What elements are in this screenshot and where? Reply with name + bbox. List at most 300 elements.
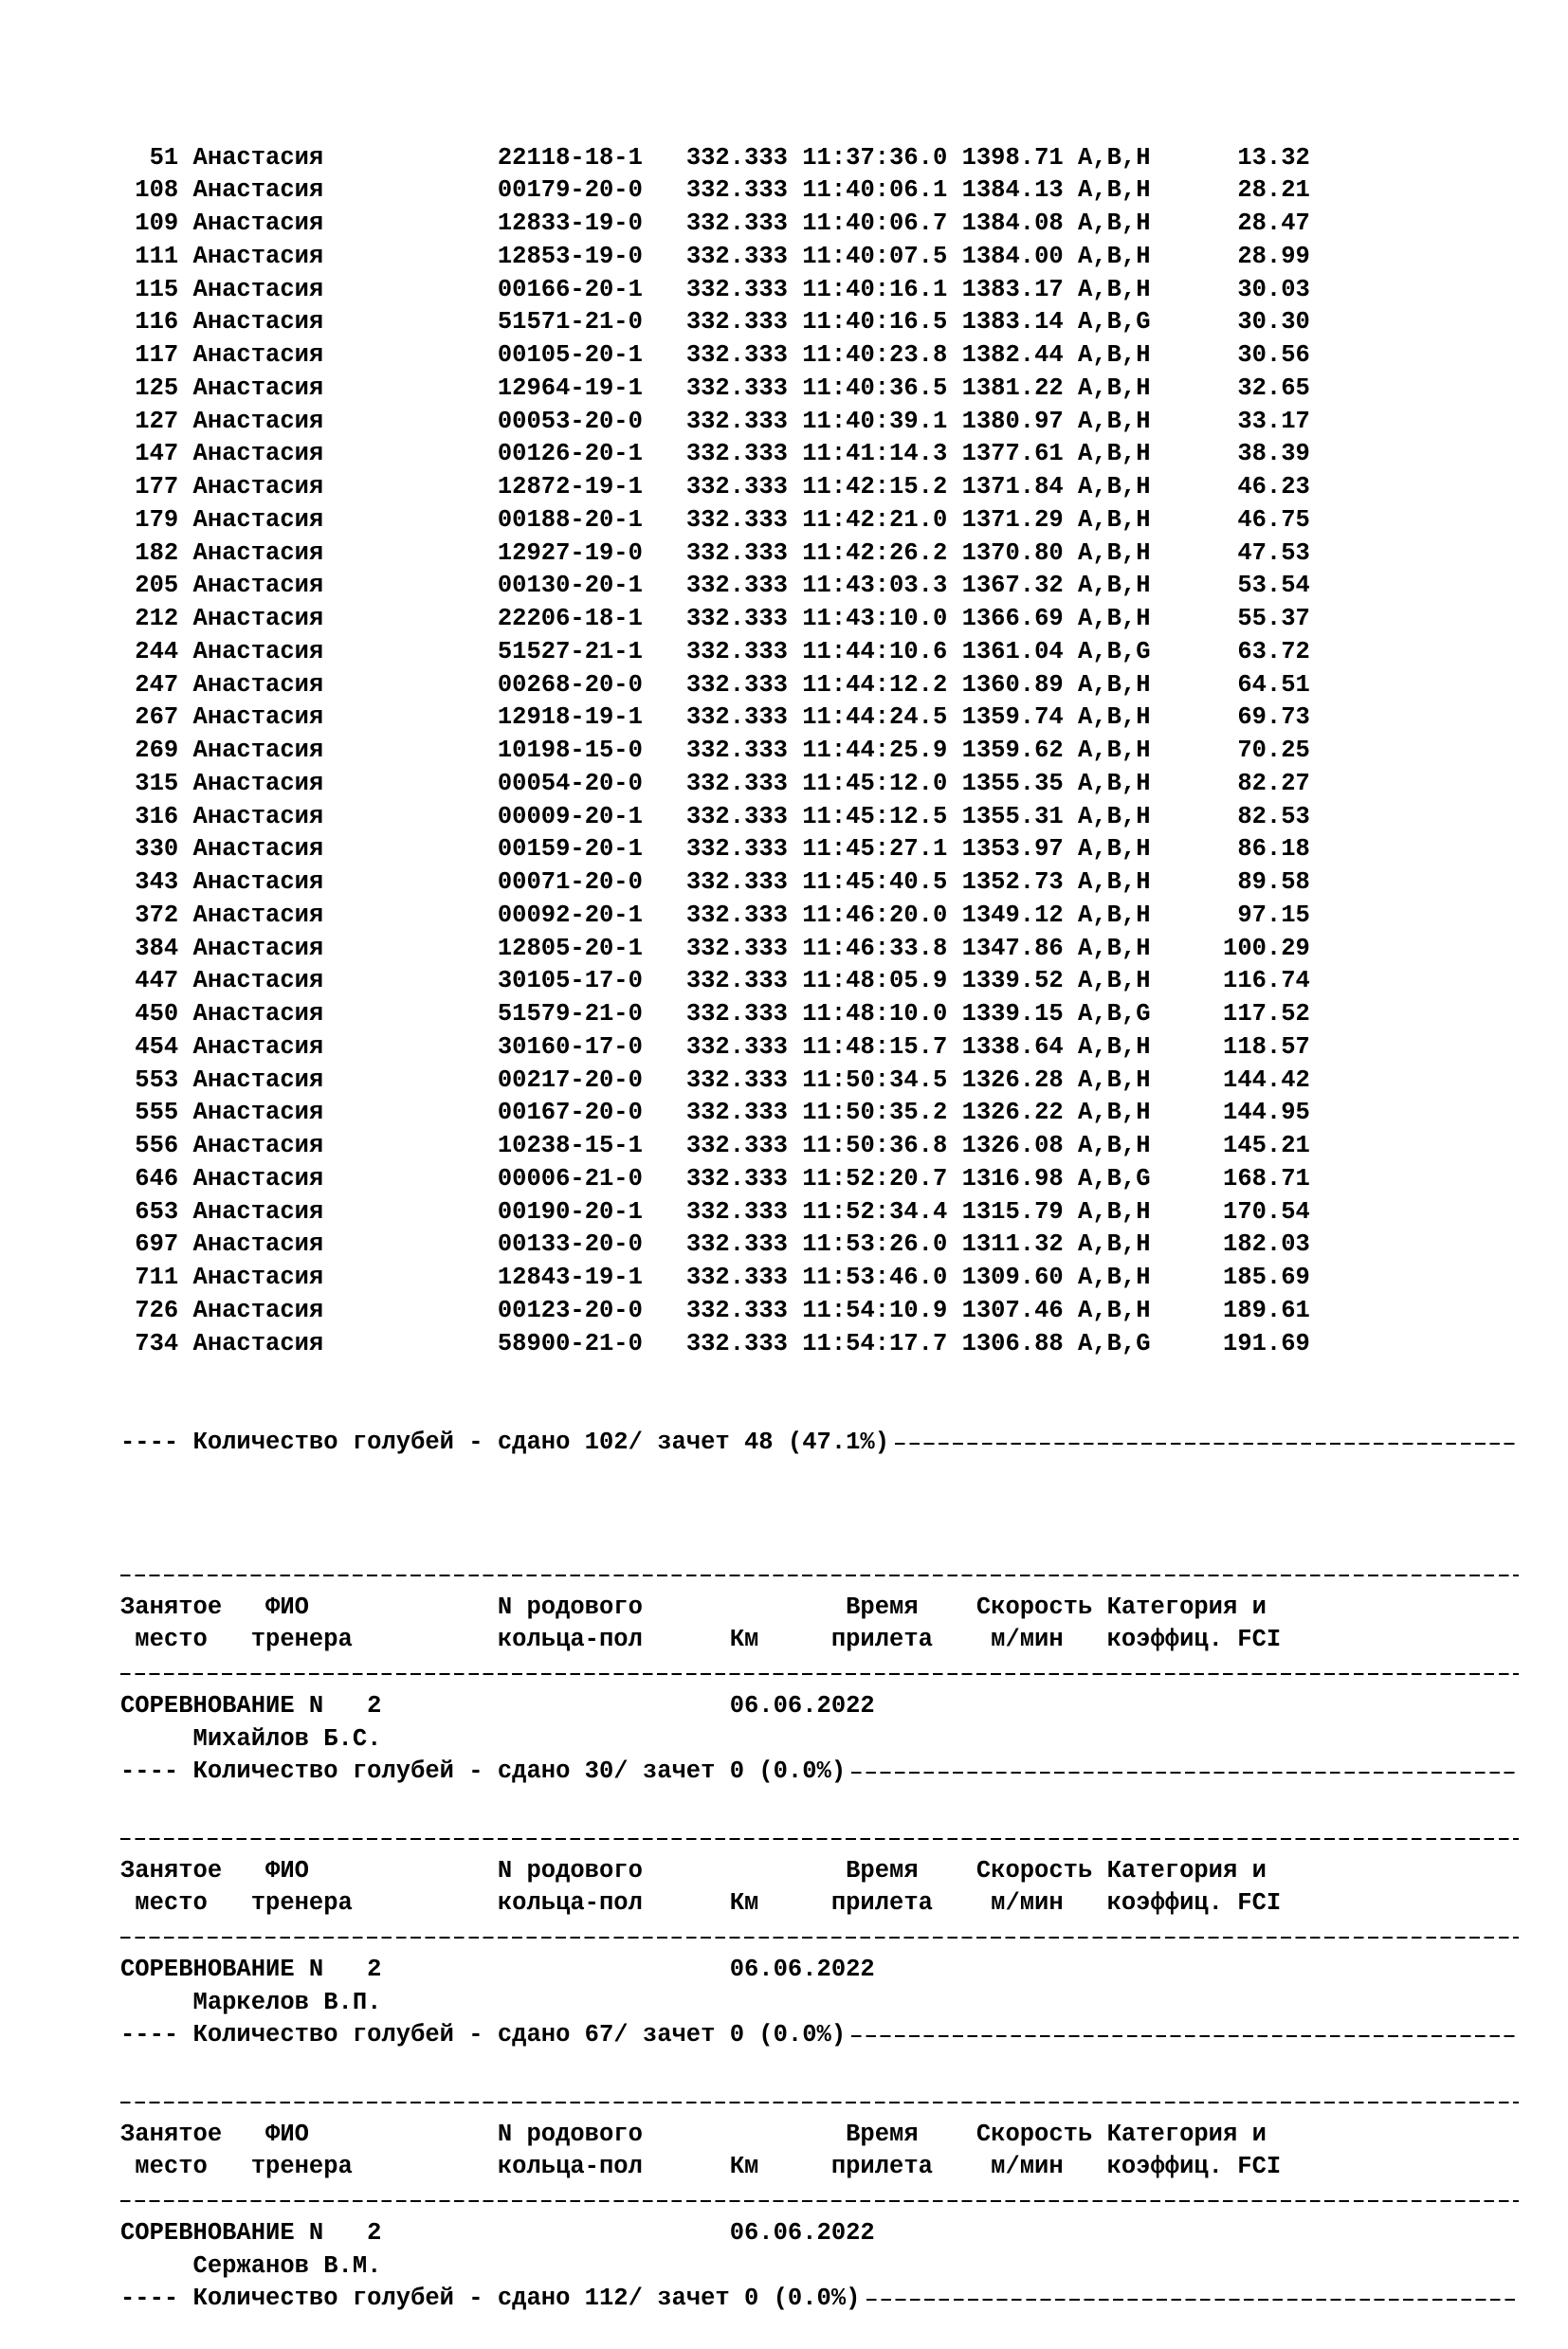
arrival-time-cell: 11:48:05.9	[802, 967, 962, 995]
competition-section	[120, 2052, 1552, 2316]
ring-number-cell: 12927-19-0	[497, 538, 686, 567]
table-row	[120, 1163, 1552, 1196]
section-summary-dashes	[851, 1772, 1519, 1774]
category-cell: A,B,H	[1077, 769, 1151, 797]
place-cell: 697	[120, 1230, 193, 1259]
coefficient-cell: 46.23	[1150, 473, 1310, 501]
trainer-name: Маркелов В.П.	[120, 1988, 382, 2016]
distance-cell: 332.333	[685, 373, 803, 402]
coefficient-cell: 100.29	[1150, 934, 1310, 962]
category-cell: A,B,H	[1077, 1065, 1151, 1094]
trainer-name-cell: Анастасия	[192, 1329, 498, 1357]
category-cell: A,B,H	[1077, 835, 1151, 864]
trainer-name-cell: Анастасия	[192, 176, 498, 205]
category-cell: A,B,H	[1077, 868, 1151, 896]
header-bottom-separator	[120, 1657, 1552, 1690]
arrival-time-cell: 11:40:16.5	[802, 308, 962, 337]
category-cell: A,B,H	[1077, 440, 1151, 468]
table-row	[120, 701, 1552, 735]
header-top-separator-rule	[120, 1575, 1519, 1576]
coefficient-cell: 144.95	[1150, 1099, 1310, 1127]
table-row	[120, 570, 1552, 603]
distance-cell: 332.333	[685, 407, 803, 435]
place-cell: 115	[120, 275, 193, 303]
category-cell: A,B,H	[1077, 1132, 1151, 1159]
speed-cell: 1306.88	[961, 1329, 1078, 1357]
coefficient-cell: 82.53	[1150, 802, 1310, 830]
table-row	[120, 1262, 1552, 1295]
table-header-row-1: Занятое ФИО N родового Время Скорость Категория и	[120, 1856, 1267, 1885]
ring-number-cell: 00054-20-0	[497, 769, 686, 797]
club-summary-dashes	[895, 1443, 1519, 1445]
table-row	[120, 1328, 1552, 1361]
trainer-name-cell: Анастасия	[192, 802, 498, 830]
category-cell: A,B,H	[1077, 1230, 1151, 1259]
arrival-time-cell: 11:52:20.7	[802, 1164, 962, 1193]
speed-cell: 1355.31	[961, 802, 1078, 830]
place-cell: 109	[120, 209, 193, 237]
category-cell: A,B,H	[1077, 1099, 1151, 1127]
table-row	[120, 241, 1552, 274]
speed-cell: 1307.46	[961, 1296, 1078, 1324]
ring-number-cell: 12872-19-1	[497, 473, 686, 501]
arrival-time-cell: 11:41:14.3	[802, 440, 962, 468]
table-row	[120, 1130, 1552, 1163]
section-summary-text: ---- Количество голубей - сдано 30/ зачет 0 (0.0%)	[120, 1757, 847, 1786]
category-cell: A,B,H	[1077, 967, 1151, 995]
distance-cell: 332.333	[685, 967, 803, 995]
distance-cell: 332.333	[685, 505, 803, 534]
trainer-name-cell: Анастасия	[192, 538, 498, 567]
table-row	[120, 833, 1552, 866]
category-cell: A,B,H	[1077, 1197, 1151, 1226]
table-header-row-1: Занятое ФИО N родового Время Скорость Категория и	[120, 1593, 1267, 1621]
table-row	[120, 900, 1552, 933]
arrival-time-cell: 11:45:27.1	[802, 835, 962, 864]
table-row	[120, 768, 1552, 801]
header-top-separator-rule	[120, 2102, 1519, 2103]
section-summary-dashes	[851, 2035, 1519, 2037]
competition-title: СОРЕВНОВАНИЕ N 2 06.06.2022	[120, 1955, 875, 1983]
speed-cell: 1311.32	[961, 1230, 1078, 1259]
speed-cell: 1326.08	[961, 1132, 1078, 1159]
arrival-time-cell: 11:42:21.0	[802, 505, 962, 534]
distance-cell: 332.333	[685, 572, 803, 600]
coefficient-cell: 32.65	[1150, 373, 1310, 402]
header-top-separator	[120, 1558, 1552, 1592]
blank-line	[120, 1525, 1552, 1558]
ring-number-cell: 22206-18-1	[497, 605, 686, 632]
category-cell: A,B,H	[1077, 407, 1151, 435]
category-cell: A,B,H	[1077, 572, 1151, 600]
trainer-name-cell: Анастасия	[192, 143, 498, 172]
ring-number-cell: 10198-15-0	[497, 737, 686, 764]
category-cell: A,B,H	[1077, 703, 1151, 732]
table-row	[120, 1229, 1552, 1262]
category-cell: A,B,H	[1077, 901, 1151, 929]
header-bottom-separator-rule	[120, 1673, 1519, 1675]
ring-number-cell: 12843-19-1	[497, 1264, 686, 1291]
category-cell: A,B,H	[1077, 1264, 1151, 1291]
table-row	[120, 1295, 1552, 1328]
arrival-time-cell: 11:42:15.2	[802, 473, 962, 501]
arrival-time-cell: 11:50:35.2	[802, 1099, 962, 1127]
arrival-time-cell: 11:45:12.5	[802, 802, 962, 830]
distance-cell: 332.333	[685, 308, 803, 337]
speed-cell: 1338.64	[961, 1032, 1078, 1061]
coefficient-cell: 144.42	[1150, 1065, 1310, 1094]
trainer-name-cell: Анастасия	[192, 1296, 498, 1324]
table-header-row-2: место тренера кольца-пол Км прилета м/мин коэффиц. FCI	[120, 2153, 1282, 2181]
distance-cell: 332.333	[685, 1329, 803, 1357]
speed-cell: 1384.13	[961, 176, 1078, 205]
header-top-separator	[120, 1822, 1552, 1855]
category-cell: A,B,H	[1077, 373, 1151, 402]
coefficient-cell: 116.74	[1150, 967, 1310, 995]
trainer-name-cell: Анастасия	[192, 835, 498, 864]
distance-cell: 332.333	[685, 440, 803, 468]
coefficient-cell: 82.27	[1150, 769, 1310, 797]
header-bottom-separator	[120, 1921, 1552, 1954]
ring-number-cell: 58900-21-0	[497, 1329, 686, 1357]
arrival-time-cell: 11:43:10.0	[802, 605, 962, 632]
ring-number-cell: 00159-20-1	[497, 835, 686, 864]
trainer-name-cell: Анастасия	[192, 1164, 498, 1193]
speed-cell: 1371.29	[961, 505, 1078, 534]
arrival-time-cell: 11:46:33.8	[802, 934, 962, 962]
place-cell: 330	[120, 835, 193, 864]
ring-number-cell: 00071-20-0	[497, 868, 686, 896]
trainer-name-cell: Анастасия	[192, 209, 498, 237]
table-header-row-1: Занятое ФИО N родового Время Скорость Категория и	[120, 2120, 1267, 2148]
ring-number-cell: 10238-15-1	[497, 1132, 686, 1159]
trainer-name: Михайлов Б.С.	[120, 1724, 382, 1753]
place-cell: 316	[120, 802, 193, 830]
trainer-name-cell: Анастасия	[192, 769, 498, 797]
distance-cell: 332.333	[685, 1099, 803, 1127]
arrival-time-cell: 11:45:12.0	[802, 769, 962, 797]
speed-cell: 1370.80	[961, 538, 1078, 567]
table-header-row-2: место тренера кольца-пол Км прилета м/мин коэффиц. FCI	[120, 1889, 1282, 1918]
category-cell: A,B,G	[1077, 1000, 1151, 1028]
ring-number-cell: 00217-20-0	[497, 1065, 686, 1094]
table-row	[120, 1031, 1552, 1065]
section-summary-text: ---- Количество голубей - сдано 112/ зачет 0 (0.0%)	[120, 2285, 861, 2313]
arrival-time-cell: 11:50:34.5	[802, 1065, 962, 1094]
category-cell: A,B,H	[1077, 143, 1151, 172]
coefficient-cell: 89.58	[1150, 868, 1310, 896]
header-bottom-separator-rule	[120, 2200, 1519, 2202]
place-cell: 111	[120, 242, 193, 270]
category-cell: A,B,H	[1077, 176, 1151, 205]
distance-cell: 332.333	[685, 605, 803, 632]
place-cell: 51	[120, 143, 193, 172]
coefficient-cell: 86.18	[1150, 835, 1310, 864]
speed-cell: 1326.28	[961, 1065, 1078, 1094]
ring-number-cell: 00133-20-0	[497, 1230, 686, 1259]
coefficient-cell: 28.99	[1150, 242, 1310, 270]
table-row	[120, 636, 1552, 669]
arrival-time-cell: 11:40:06.7	[802, 209, 962, 237]
trainer-name-cell: Анастасия	[192, 505, 498, 534]
competition-sections	[120, 1525, 1552, 2316]
trainer-name-cell: Анастасия	[192, 605, 498, 632]
distance-cell: 332.333	[685, 1132, 803, 1159]
ring-number-cell: 00006-21-0	[497, 1164, 686, 1193]
ring-number-cell: 51571-21-0	[497, 308, 686, 337]
trainer-name-cell: Анастасия	[192, 473, 498, 501]
table-row	[120, 373, 1552, 406]
table-row	[120, 866, 1552, 900]
coefficient-cell: 13.32	[1150, 143, 1310, 172]
table-row	[120, 603, 1552, 636]
coefficient-cell: 168.71	[1150, 1164, 1310, 1193]
table-row	[120, 669, 1552, 702]
speed-cell: 1380.97	[961, 407, 1078, 435]
results-document	[120, 76, 1552, 2349]
coefficient-cell: 69.73	[1150, 703, 1310, 732]
distance-cell: 332.333	[685, 1164, 803, 1193]
ring-number-cell: 00188-20-1	[497, 505, 686, 534]
distance-cell: 332.333	[685, 1032, 803, 1061]
table-row	[120, 274, 1552, 307]
speed-cell: 1349.12	[961, 901, 1078, 929]
speed-cell: 1383.14	[961, 308, 1078, 337]
place-cell: 447	[120, 967, 193, 995]
table-row	[120, 208, 1552, 241]
coefficient-cell: 70.25	[1150, 737, 1310, 764]
place-cell: 179	[120, 505, 193, 534]
competition-section	[120, 1525, 1552, 1789]
coefficient-cell: 145.21	[1150, 1132, 1310, 1159]
place-cell: 147	[120, 440, 193, 468]
ring-number-cell: 12964-19-1	[497, 373, 686, 402]
category-cell: A,B,G	[1077, 1329, 1151, 1357]
club-summary-text: ---- Количество голубей - сдано 102/ зачет 48 (47.1%)	[120, 1428, 890, 1456]
trainer-name-cell: Анастасия	[192, 1132, 498, 1159]
coefficient-cell: 46.75	[1150, 505, 1310, 534]
table-row	[120, 1196, 1552, 1229]
place-cell: 269	[120, 737, 193, 764]
speed-cell: 1309.60	[961, 1264, 1078, 1291]
arrival-time-cell: 11:48:10.0	[802, 1000, 962, 1028]
trainer-name-cell: Анастасия	[192, 934, 498, 962]
distance-cell: 332.333	[685, 209, 803, 237]
category-cell: A,B,G	[1077, 308, 1151, 337]
distance-cell: 332.333	[685, 341, 803, 369]
table-row	[120, 1097, 1552, 1130]
ring-number-cell: 00105-20-1	[497, 341, 686, 369]
place-cell: 734	[120, 1329, 193, 1357]
distance-cell: 332.333	[685, 1264, 803, 1291]
arrival-time-cell: 11:54:17.7	[802, 1329, 962, 1357]
category-cell: A,B,H	[1077, 605, 1151, 632]
ring-number-cell: 00190-20-1	[497, 1197, 686, 1226]
header-top-separator	[120, 2085, 1552, 2119]
table-header-row-2: место тренера кольца-пол Км прилета м/мин коэффиц. FCI	[120, 1626, 1282, 1654]
competition-section	[120, 1789, 1552, 2052]
ring-number-cell: 00167-20-0	[497, 1099, 686, 1127]
category-cell: A,B,H	[1077, 341, 1151, 369]
place-cell: 116	[120, 308, 193, 337]
arrival-time-cell: 11:44:25.9	[802, 737, 962, 764]
place-cell: 372	[120, 901, 193, 929]
coefficient-cell: 191.69	[1150, 1329, 1310, 1357]
distance-cell: 332.333	[685, 934, 803, 962]
section-summary-text: ---- Количество голубей - сдано 67/ зачет 0 (0.0%)	[120, 2021, 847, 2049]
category-cell: A,B,H	[1077, 275, 1151, 303]
arrival-time-cell: 11:37:36.0	[802, 143, 962, 172]
place-cell: 108	[120, 176, 193, 205]
table-row	[120, 142, 1552, 175]
trainer-name-cell: Анастасия	[192, 967, 498, 995]
distance-cell: 332.333	[685, 769, 803, 797]
trainer-name-cell: Анастасия	[192, 1264, 498, 1291]
place-cell: 384	[120, 934, 193, 962]
distance-cell: 332.333	[685, 835, 803, 864]
speed-cell: 1315.79	[961, 1197, 1078, 1226]
ring-number-cell: 00123-20-0	[497, 1296, 686, 1324]
section-summary-line	[120, 2019, 1552, 2052]
arrival-time-cell: 11:42:26.2	[802, 538, 962, 567]
place-cell: 450	[120, 1000, 193, 1028]
trainer-name-cell: Анастасия	[192, 407, 498, 435]
trainer-name-cell: Анастасия	[192, 868, 498, 896]
place-cell: 125	[120, 373, 193, 402]
arrival-time-cell: 11:40:16.1	[802, 275, 962, 303]
speed-cell: 1384.00	[961, 242, 1078, 270]
distance-cell: 332.333	[685, 802, 803, 830]
coefficient-cell: 182.03	[1150, 1230, 1310, 1259]
coefficient-cell: 185.69	[1150, 1264, 1310, 1291]
category-cell: A,B,H	[1077, 473, 1151, 501]
speed-cell: 1339.52	[961, 967, 1078, 995]
ring-number-cell: 00009-20-1	[497, 802, 686, 830]
competition-title: СОРЕВНОВАНИЕ N 2 06.06.2022	[120, 1691, 875, 1720]
arrival-time-cell: 11:50:36.8	[802, 1132, 962, 1159]
coefficient-cell: 33.17	[1150, 407, 1310, 435]
distance-cell: 332.333	[685, 473, 803, 501]
category-cell: A,B,H	[1077, 505, 1151, 534]
place-cell: 212	[120, 605, 193, 632]
trainer-name-cell: Анастасия	[192, 1065, 498, 1094]
speed-cell: 1316.98	[961, 1164, 1078, 1193]
place-cell: 182	[120, 538, 193, 567]
place-cell: 247	[120, 670, 193, 699]
trainer-name-cell: Анастасия	[192, 1230, 498, 1259]
category-cell: A,B,H	[1077, 1032, 1151, 1061]
speed-cell: 1339.15	[961, 1000, 1078, 1028]
category-cell: A,B,H	[1077, 209, 1151, 237]
table-row	[120, 965, 1552, 998]
arrival-time-cell: 11:53:46.0	[802, 1264, 962, 1291]
category-cell: A,B,G	[1077, 637, 1151, 665]
category-cell: A,B,H	[1077, 737, 1151, 764]
distance-cell: 332.333	[685, 670, 803, 699]
coefficient-cell: 64.51	[1150, 670, 1310, 699]
speed-cell: 1398.71	[961, 143, 1078, 172]
table-row	[120, 1065, 1552, 1098]
coefficient-cell: 28.47	[1150, 209, 1310, 237]
speed-cell: 1361.04	[961, 637, 1078, 665]
trainer-name-cell: Анастасия	[192, 1032, 498, 1061]
place-cell: 556	[120, 1132, 193, 1159]
speed-cell: 1382.44	[961, 341, 1078, 369]
arrival-time-cell: 11:43:03.3	[802, 572, 962, 600]
distance-cell: 332.333	[685, 1065, 803, 1094]
place-cell: 205	[120, 572, 193, 600]
ring-number-cell: 30105-17-0	[497, 967, 686, 995]
speed-cell: 1347.86	[961, 934, 1078, 962]
place-cell: 177	[120, 473, 193, 501]
arrival-time-cell: 11:40:36.5	[802, 373, 962, 402]
distance-cell: 332.333	[685, 143, 803, 172]
ring-number-cell: 12918-19-1	[497, 703, 686, 732]
trainer-name-cell: Анастасия	[192, 737, 498, 764]
table-row	[120, 998, 1552, 1031]
arrival-time-cell: 11:54:10.9	[802, 1296, 962, 1324]
speed-cell: 1384.08	[961, 209, 1078, 237]
competition-title: СОРЕВНОВАНИЕ N 2 06.06.2022	[120, 2218, 875, 2247]
table-row	[120, 504, 1552, 537]
speed-cell: 1326.22	[961, 1099, 1078, 1127]
coefficient-cell: 30.56	[1150, 341, 1310, 369]
arrival-time-cell: 11:48:15.7	[802, 1032, 962, 1061]
coefficient-cell: 117.52	[1150, 1000, 1310, 1028]
arrival-time-cell: 11:53:26.0	[802, 1230, 962, 1259]
speed-cell: 1359.62	[961, 737, 1078, 764]
blank-line	[120, 2052, 1552, 2085]
place-cell: 653	[120, 1197, 193, 1226]
ring-number-cell: 00268-20-0	[497, 670, 686, 699]
ring-number-cell: 00092-20-1	[497, 901, 686, 929]
speed-cell: 1377.61	[961, 440, 1078, 468]
speed-cell: 1371.84	[961, 473, 1078, 501]
club-summary-line	[120, 1427, 1552, 1460]
distance-cell: 332.333	[685, 737, 803, 764]
table-row	[120, 438, 1552, 471]
coefficient-cell: 189.61	[1150, 1296, 1310, 1324]
speed-cell: 1353.97	[961, 835, 1078, 864]
speed-cell: 1367.32	[961, 572, 1078, 600]
trainer-name-cell: Анастасия	[192, 373, 498, 402]
table-row	[120, 537, 1552, 571]
distance-cell: 332.333	[685, 901, 803, 929]
trainer-name-cell: Анастасия	[192, 308, 498, 337]
distance-cell: 332.333	[685, 703, 803, 732]
table-row	[120, 339, 1552, 373]
ring-number-cell: 00130-20-1	[497, 572, 686, 600]
distance-cell: 332.333	[685, 176, 803, 205]
table-row	[120, 406, 1552, 439]
place-cell: 343	[120, 868, 193, 896]
speed-cell: 1366.69	[961, 605, 1078, 632]
category-cell: A,B,H	[1077, 1296, 1151, 1324]
place-cell: 711	[120, 1264, 193, 1291]
arrival-time-cell: 11:45:40.5	[802, 868, 962, 896]
speed-cell: 1360.89	[961, 670, 1078, 699]
trainer-name-cell: Анастасия	[192, 1197, 498, 1226]
place-cell: 646	[120, 1164, 193, 1193]
place-cell: 117	[120, 341, 193, 369]
trainer-name-cell: Анастасия	[192, 637, 498, 665]
coefficient-cell: 118.57	[1150, 1032, 1310, 1061]
distance-cell: 332.333	[685, 1296, 803, 1324]
place-cell: 555	[120, 1099, 193, 1127]
ring-number-cell: 00053-20-0	[497, 407, 686, 435]
arrival-time-cell: 11:46:20.0	[802, 901, 962, 929]
distance-cell: 332.333	[685, 1000, 803, 1028]
